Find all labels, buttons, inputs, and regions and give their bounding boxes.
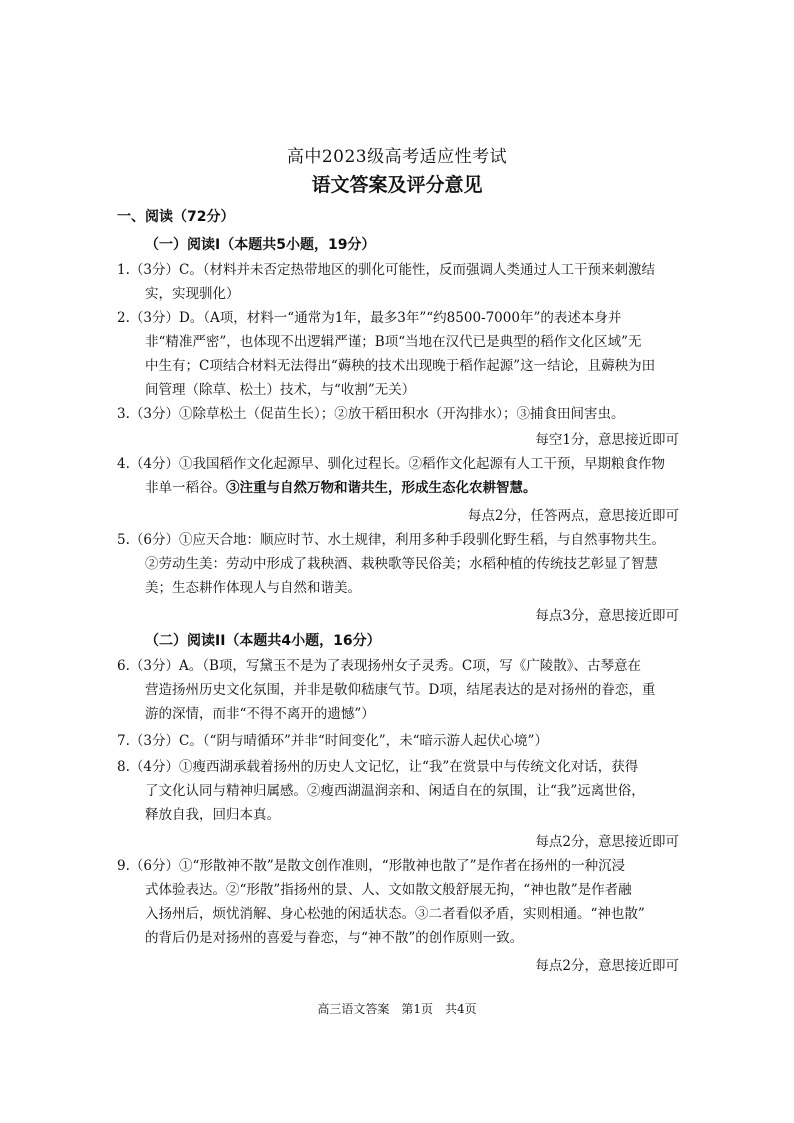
answer-q8-line1: 8.（4分）①瘦西湖承载着扬州的历史人文记忆，让“我”在赏景中与传统文化对话，获得 [117,759,639,775]
answer-q2-line3: 中生有；C项结合材料无法得出“薅秧的技术出现晚于稻作起源”这一结论，且薅秧为田 [145,358,656,374]
answer-q9-line4: 的背后仍是对扬州的喜爱与眷恋，与“神不散”的创作原则一致。 [145,930,524,946]
answer-q7-line1: 7.（3分）C。（“阴与晴循环”并非“时间变化”，未“暗示游人起伏心境”） [117,733,548,749]
answer-q5-line1: 5.（6分）①应天合地：顺应时节、水土规律，利用多种手段驯化野生稻，与自然事物共生。 [117,532,665,548]
answer-q6 [117,654,685,726]
page-footer: 高三语文答案 第1页 共4页 [317,1002,477,1016]
answer-q9-line1: 9.（6分）①“形散神不散”是散文创作准则，“形散神也散了”是作者在扬州的一种沉浸 [117,858,626,874]
answer-q2-line2: 非“精准严密”，也体现不出逻辑严谨；B项“当地在汉代已是典型的稻作文化区域”无 [145,334,642,350]
answer-q1 [117,258,685,306]
answer-q9 [117,854,685,950]
answer-q6-line2: 营造扬州历史文化氛围，并非是敬仰嵇康气节。D项，结尾表达的是对扬州的眷恋，重 [145,682,656,698]
answer-q4-line2-text: 非单一稻谷。 [145,480,226,496]
document-title: 语文答案及评分意见 [311,174,483,196]
answer-q6-line3: 游的深情，而非“不得不离开的遗憾”） [145,706,375,722]
answer-q4-line1: 4.（4分）①我国稻作文化起源早、驯化过程长。②稻作文化起源有人工干预，早期粮食作物 [117,456,665,472]
answer-q4-bold-point: ③注重与自然万物和谐共生，形成生态化农耕智慧。 [226,480,537,496]
answer-q4 [117,452,685,500]
exam-title: 高中2023级高考适应性考试 [286,147,508,167]
answer-q5-line2: ②劳动生美：劳动中形成了栽秧酒、栽秧歌等民俗美；水稻种植的传统技艺彰显了智慧 [145,556,658,572]
answer-q4-line2 [117,476,685,500]
answer-q7 [117,729,685,753]
answer-q3 [117,402,685,426]
answer-q8-line2: 了文化认同与精神归属感。②瘦西湖温润亲和、闲适自在的氛围，让“我”远离世俗， [145,783,645,799]
answer-q2 [117,306,685,402]
scoring-note-q8: 每点2分，意思接近即可 [535,834,679,850]
answer-q2-line4: 间管理（除草、松土）技术，与“收割”无关） [145,382,416,398]
answer-q1-line1: 1.（3分）C。（材料并未否定热带地区的驯化可能性，反而强调人类通过人工干预来刺激结 [117,262,656,278]
answer-q6-line1: 6.（3分）A。（B项，写黛玉不是为了表现扬州女子灵秀。C项，写《广陵散》、古琴意在 [117,658,641,674]
scoring-note-q9: 每点2分，意思接近即可 [535,958,679,974]
scoring-note-q4: 每点2分，任答两点，意思接近即可 [467,508,679,524]
scoring-note-q5: 每点3分，意思接近即可 [535,608,679,624]
answer-q1-line2: 实，实现驯化） [145,286,240,302]
subsection-reading-1-heading: （一）阅读I（本题共5小题，19分） [145,237,376,253]
answer-q2-line1: 2.（3分）D。（A项，材料一“通常为1年，最多3年”“约8500-7000年”的表述本身并 [117,310,622,326]
answer-q9-line2: 式体验表达。②“形散”指扬州的景、人、文如散文般舒展无拘，“神也散”是作者融 [145,882,632,898]
answer-q8-line3: 释放自我，回归本真。 [145,807,280,823]
answer-q3-line1: 3.（3分）①除草松土（促苗生长）；②放干稻田积水（开沟排水）；③捕食田间害虫。 [117,406,625,422]
answer-q8 [117,755,685,827]
answer-q5 [117,528,685,600]
answer-q9-line3: 入扬州后，烦忧消解、身心松弛的闲适状态。③二者看似矛盾，实则相通。“神也散” [145,906,645,922]
scoring-note-q3: 每空1分，意思接近即可 [535,432,679,448]
subsection-reading-2-heading: （二）阅读II（本题共4小题，16分） [145,633,381,649]
answer-q5-line3: 美；生态耕作体现人与自然和谐美。 [145,580,361,596]
section-reading-heading: 一、阅读（72分） [117,209,235,225]
